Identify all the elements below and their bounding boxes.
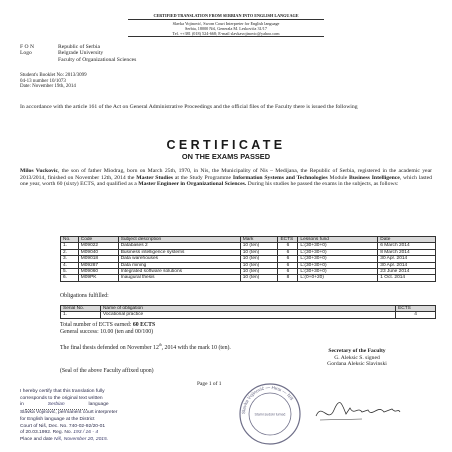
totals-block — [60, 322, 155, 335]
student-paragraph — [20, 168, 432, 188]
header-rule — [128, 36, 324, 37]
student-name: Milos Vuckovic — [20, 168, 58, 174]
col-header-obligation: Name of obligation — [100, 306, 395, 312]
exam-no: 1. — [61, 243, 79, 249]
stamp-handwritten-language: Serbian — [25, 402, 87, 410]
col-header-no: No. — [61, 237, 79, 243]
exam-lessons: L:(0+0+20) — [298, 275, 378, 281]
exam-subject: Data mining — [118, 262, 240, 268]
translation-notice: CERTIFIED TRANSLATION FROM SERBIAN INTO ENGLISH LANGUAGE — [153, 13, 299, 18]
translator-name: Slavka Vojinović, Sworn Court Interpreter for English language — [172, 20, 280, 26]
seal-ring-text: Slavka Vojinović — Ниш — Niš — [240, 384, 295, 415]
exam-mark: 10 (ten) — [240, 269, 278, 275]
col-header-mark: Mark — [240, 237, 278, 243]
general-success: General success: 10.00 (ten and 00/100) — [60, 328, 154, 335]
stamp-line: corresponds to the original text written — [20, 395, 103, 401]
obligation-name: Vocational practice — [100, 312, 395, 318]
obligations-table — [60, 305, 436, 319]
exam-mark: 10 (ten) — [240, 243, 278, 249]
col-header-ects: ECTS — [396, 306, 436, 312]
col-header-lessons: Lessons fund — [298, 237, 378, 243]
exam-lessons: L:(30+30+0) — [298, 256, 378, 262]
translator-address: Serbia, 18000 Niš, Generala M. Leskovića 31/17 — [185, 25, 267, 31]
round-seal-icon — [238, 382, 302, 446]
exam-ects: 6 — [278, 249, 298, 255]
obligation-ects: 4 — [396, 312, 436, 318]
table-row — [61, 312, 436, 318]
thesis-text: , 2014 with the mark 10 (ten). — [161, 344, 231, 351]
total-ects-value: 60 ECTS — [132, 322, 156, 328]
exam-lessons: L:(30+30+0) — [298, 249, 378, 255]
exam-ects: 6 — [278, 262, 298, 268]
stamp-line: Slavka Vojinović, permanent court interpreter — [20, 410, 118, 416]
exam-ects: 8 — [278, 275, 298, 281]
stamp-line: for English language at the District — [20, 416, 95, 422]
stamp-text: of 20.03.1992. Reg. No. — [20, 430, 72, 436]
exams-table — [60, 236, 436, 282]
exam-ects: 6 — [278, 243, 298, 249]
stamp-line: I hereby certify that this translation fully — [20, 389, 105, 394]
stamp-handwritten-date: Niš, November 20, 2015. — [54, 436, 109, 442]
stamp-text: Place and date — [20, 436, 53, 442]
thesis-superscript: th — [158, 343, 162, 347]
handwritten-signature-icon — [312, 398, 402, 426]
col-header-subject: Subject description — [118, 237, 240, 243]
exam-ects: 6 — [278, 269, 298, 275]
stamp-line — [20, 437, 195, 444]
module-name: Business Intelligence — [349, 174, 400, 181]
certificate-subtitle: ON THE EXAMS PASSED — [181, 152, 271, 161]
student-text: Module — [327, 174, 350, 181]
col-header-serial: Serial No. — [61, 306, 101, 312]
exam-no: 2. — [61, 249, 79, 255]
total-ects-label: Total number of ECTS earned: — [60, 322, 133, 328]
signature-line-2: Gordana Aleksic Slavinski — [327, 361, 387, 368]
program-name: Master Studies — [136, 174, 174, 181]
exam-code: M09PK — [78, 275, 118, 281]
issuer-block — [20, 44, 220, 74]
exam-code: M09018 — [78, 256, 118, 262]
intro-paragraph: In accordance with the article 161 of the Act on General Administrative Proceedings and the official files of the Faculty there is issued the following — [20, 104, 358, 110]
page-indicator: Page 1 of 1 — [197, 381, 222, 387]
issuer-country: Republic of Serbia — [58, 44, 100, 50]
seal-center-text: Stalni sudski tumač — [254, 412, 286, 417]
logo-label: Logo — [20, 50, 32, 57]
study-field: Information Systems and Technologies — [232, 174, 328, 181]
student-text: , which lasted one year, worth 60 (sixty) ECTS, and qualified as a — [20, 174, 433, 188]
seal-note: (Seal of the above Faculty affixed upon) — [60, 368, 154, 374]
exam-date: 23 June 2014 — [378, 269, 436, 275]
exam-code: M09022 — [78, 243, 118, 249]
exam-mark: 10 (ten) — [240, 256, 278, 262]
booklet-info — [20, 73, 87, 90]
booklet-number: Student's Booklet No: 2013/3099 — [20, 73, 87, 78]
exam-lessons: L:(30+30+0) — [298, 243, 378, 249]
issuer-faculty: Faculty of Organizational Sciences — [58, 56, 137, 63]
stamp-line — [20, 402, 195, 410]
translator-stamp — [20, 389, 195, 444]
thesis-text: The final thesis defended on November 12 — [60, 344, 159, 351]
stamp-text: in — [20, 402, 24, 408]
exam-date: 8 March 2014 — [378, 249, 436, 255]
stamp-text: language — [88, 402, 109, 408]
exam-no: 4. — [61, 262, 79, 268]
exam-subject: Inaugural thesis — [118, 275, 240, 281]
exam-code: M09060 — [78, 269, 118, 275]
exam-mark: 10 (ten) — [240, 275, 278, 281]
exam-no: 3. — [61, 256, 79, 262]
exam-date: 30 Apr. 2014 — [378, 256, 436, 262]
reference-number: 04-13 number 10/1073 — [20, 78, 66, 84]
exam-lessons: L:(30+30+0) — [298, 262, 378, 268]
obligations-title: Obligations fulfilled: — [60, 293, 109, 299]
exam-no: 6. — [61, 275, 79, 281]
exam-date: 1 Oct. 2014 — [378, 275, 436, 281]
stamp-line: Court of Niš, Dec. No. 740-02-92/20-01 — [20, 423, 106, 429]
degree-title: Master Engineer in Organizational Sciences. — [138, 181, 247, 188]
exam-code: M09040 — [78, 249, 118, 255]
fon-label: F O N — [20, 44, 34, 50]
signature-line-1: G. Aleksic S. signed — [334, 354, 380, 361]
col-header-ects: ECTS — [278, 237, 298, 243]
signature-title: Secretary of the Faculty — [328, 348, 386, 354]
student-text: During his studies he passed the exams in the subjects, as follows: — [246, 181, 399, 188]
table-row — [61, 275, 436, 281]
thesis-line — [60, 343, 231, 351]
student-text: , the son of father Miodrag, born on March 25th, 1970, in Nis, the Municipality of Nis – Medijana, the Republic of Serbia, registered in the academic year 2013/2014, finished on November 12th, 2014 the — [20, 168, 432, 181]
translator-contact: Tel. ++381 (018) 524-668; E-mail slavkavojinovic@yahoo.com — [172, 30, 280, 36]
exam-code: M09287 — [78, 262, 118, 268]
exam-subject: Databases 2 — [118, 243, 240, 249]
stamp-line — [20, 430, 195, 437]
exam-date: 6 March 2014 — [378, 243, 436, 249]
translator-header — [120, 13, 332, 38]
exam-subject: Integrated software solutions — [118, 269, 240, 275]
exam-mark: 10 (ten) — [240, 262, 278, 268]
student-text: at the Study Programme — [173, 174, 233, 181]
exam-no: 5. — [61, 269, 79, 275]
exam-ects: 6 — [278, 256, 298, 262]
issue-date: Date: November 19th, 2014 — [20, 84, 76, 90]
secretary-signature — [282, 348, 432, 368]
exam-mark: 10 (ten) — [240, 249, 278, 255]
col-header-date: Date — [378, 237, 436, 243]
stamp-handwritten-regno: 193 / 16 - 4 — [73, 430, 99, 436]
exam-date: 30 Apr. 2014 — [378, 262, 436, 268]
exam-subject: Business intelligence systems — [118, 249, 240, 255]
col-header-code: Code — [78, 237, 118, 243]
exam-subject: Data warehouses — [118, 256, 240, 262]
total-ects — [60, 322, 155, 329]
certificate-title: CERTIFICATE — [166, 138, 286, 152]
obligation-serial: 1. — [61, 312, 101, 318]
issuer-university: Belgrade University — [58, 50, 104, 57]
exam-lessons: L:(30+30+0) — [298, 269, 378, 275]
